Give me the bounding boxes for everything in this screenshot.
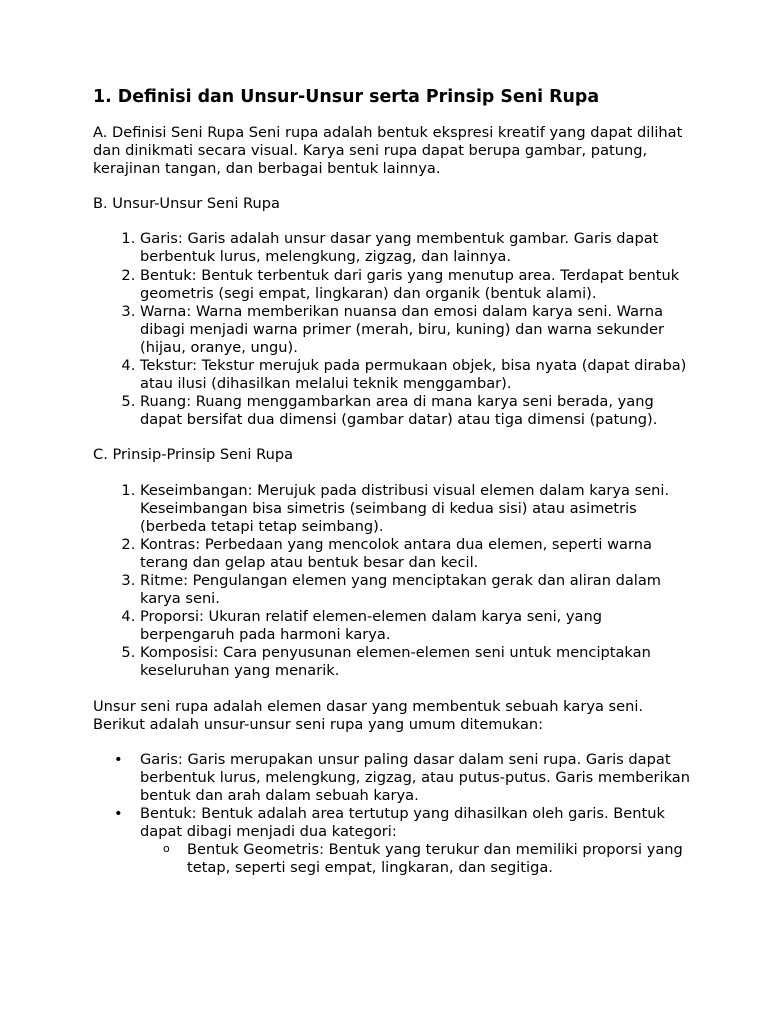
section-b-heading: B. Unsur-Unsur Seni Rupa: [93, 195, 280, 213]
list-item: 1. Keseimbangan: Merujuk pada distribusi visual elemen dalam karya seni. Keseimbangan bisa simetris (seimbang di kedua sisi) atau asimetris (berbeda tetapi tetap seimbang).: [140, 482, 693, 536]
bullet-item-garis: [140, 751, 693, 805]
section-c-list: [93, 482, 693, 681]
bullet-item-text: Garis: Garis merupakan unsur paling dasar dalam seni rupa. Garis dapat berbentuk lurus, melengkung, zigzag, atau putus-putus. Garis memberikan bentuk dan arah dalam sebuah karya.: [140, 750, 690, 804]
section-b-list: [93, 230, 693, 429]
sub-bullet-item: o Bentuk Geometris: Bentuk yang terukur dan memiliki proporsi yang tetap, seperti segi empat, lingkaran, dan segitiga.: [187, 841, 693, 877]
section-a-paragraph: A. Definisi Seni Rupa Seni rupa adalah bentuk ekspresi kreatif yang dapat dilihat dan dinikmati secara visual. Karya seni rupa dapat berupa gambar, patung, kerajinan tangan, dan berbagai bentuk lainnya.: [93, 124, 683, 178]
list-item: 2. Bentuk: Bentuk terbentuk dari garis yang menutup area. Terdapat bentuk geometris (segi empat, lingkaran) dan organik (bentuk alami).: [140, 267, 693, 303]
page-title: 1. Definisi dan Unsur-Unsur serta Prinsip Seni Rupa: [93, 87, 600, 107]
list-item: 1. Garis: Garis adalah unsur dasar yang membentuk gambar. Garis dapat berbentuk lurus, melengkung, zigzag, dan lainnya.: [140, 230, 693, 266]
unsur-bullet-list: [93, 751, 693, 878]
list-item: 3. Ritme: Pengulangan elemen yang menciptakan gerak dan aliran dalam karya seni.: [140, 572, 693, 608]
list-item: 3. Warna: Warna memberikan nuansa dan emosi dalam karya seni. Warna dibagi menjadi warna primer (merah, biru, kuning) dan warna sekunder (hijau, oranye, ungu).: [140, 303, 693, 357]
bullet-item-bentuk: [140, 805, 693, 877]
list-item: 4. Proporsi: Ukuran relatif elemen-elemen dalam karya seni, yang berpengaruh pada harmoni karya.: [140, 608, 693, 644]
bullet-item-text: Bentuk: Bentuk adalah area tertutup yang dihasilkan oleh garis. Bentuk dapat dibagi menjadi dua kategori:: [140, 805, 665, 841]
list-item: 4. Tekstur: Tekstur merujuk pada permukaan objek, bisa nyata (dapat diraba) atau ilusi (dihasilkan melalui teknik menggambar).: [140, 357, 693, 393]
unsur-intro-paragraph: Unsur seni rupa adalah elemen dasar yang membentuk sebuah karya seni. Berikut adalah unsur-unsur seni rupa yang umum ditemukan:: [93, 697, 644, 733]
list-item: 2. Kontras: Perbedaan yang mencolok antara dua elemen, seperti warna terang dan gelap atau bentuk besar dan kecil.: [140, 536, 693, 572]
document-page: [93, 86, 693, 877]
bentuk-sub-list: [140, 841, 693, 877]
section-c-heading: C. Prinsip-Prinsip Seni Rupa: [93, 446, 294, 464]
list-item: 5. Ruang: Ruang menggambarkan area di mana karya seni berada, yang dapat bersifat dua dimensi (gambar datar) atau tiga dimensi (patung).: [140, 393, 693, 429]
list-item: 5. Komposisi: Cara penyusunan elemen-elemen seni untuk menciptakan keseluruhan yang menarik.: [140, 644, 693, 680]
